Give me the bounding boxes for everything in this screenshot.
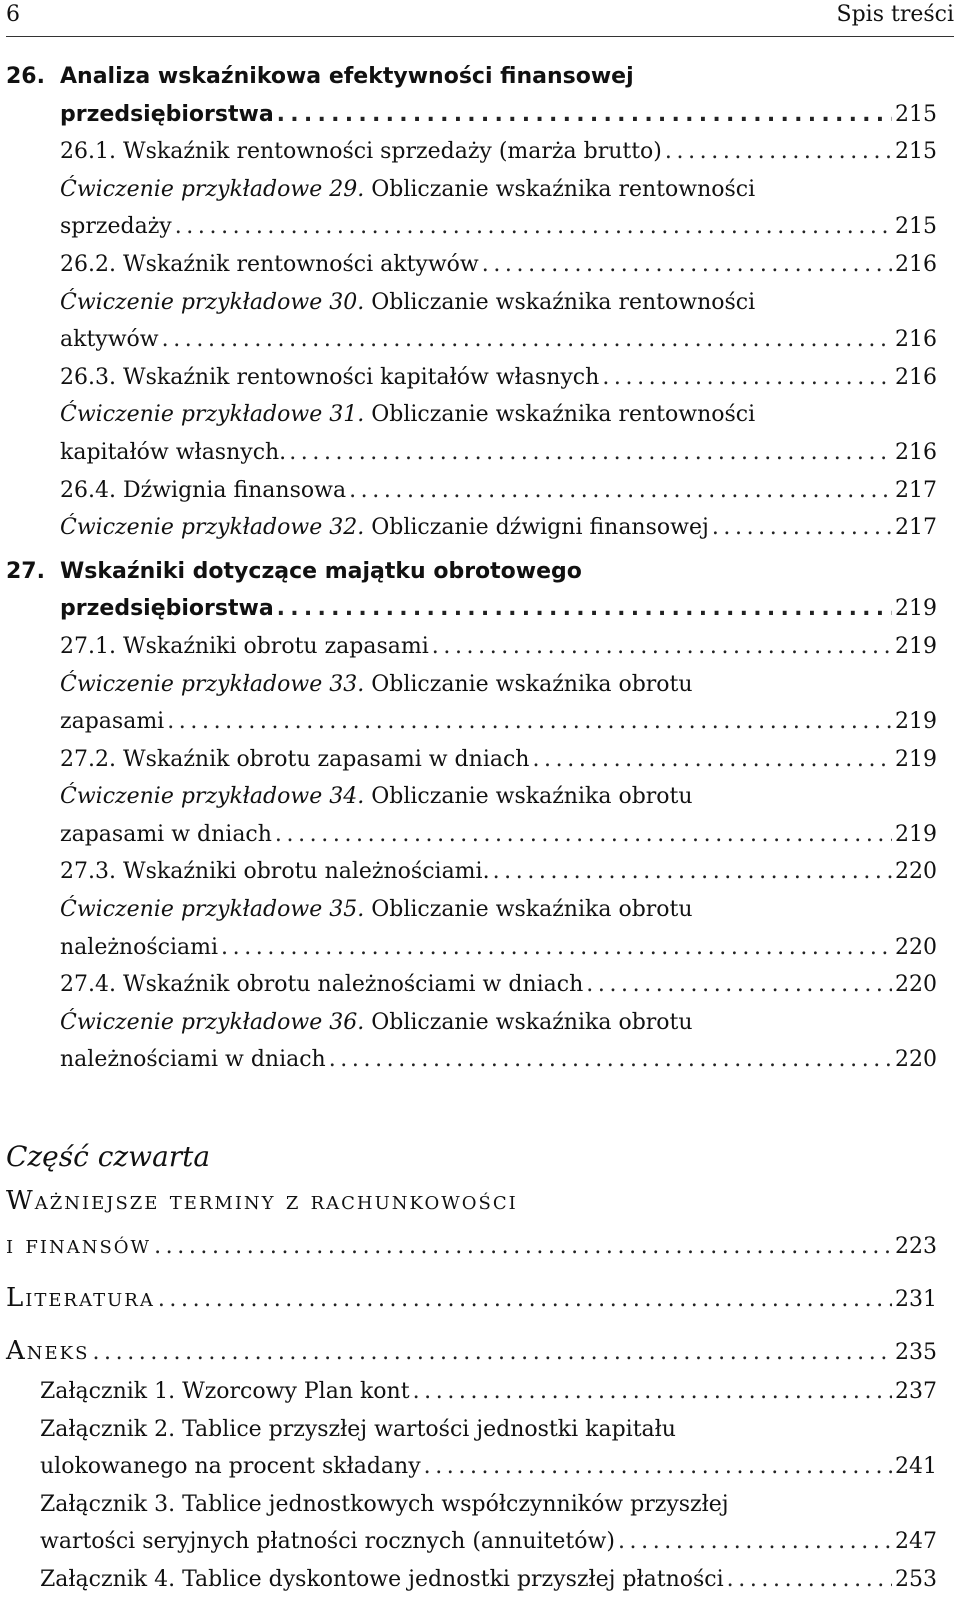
entry-text: 27.1. Wskaźniki obrotu zapasami (60, 633, 429, 659)
page-ref: 219 (895, 746, 937, 772)
page-ref: 223 (895, 1234, 937, 1260)
dot-leader (289, 434, 892, 472)
page-ref: 219 (895, 596, 937, 622)
attachment-text: Załącznik 2. Tablice przyszłej wartości jednostki kapitału (40, 1416, 676, 1442)
dot-leader (329, 1041, 892, 1079)
page-ref: 216 (895, 439, 937, 465)
exercise-label: Ćwiczenie przykładowe 32. (60, 515, 365, 541)
exercise-entry[interactable] (0, 284, 937, 322)
chapter-number: 27. (6, 558, 45, 584)
page-ref: 231 (895, 1287, 937, 1313)
page-ref: 216 (895, 364, 937, 390)
dot-leader (162, 321, 892, 359)
entry-text: 26.1. Wskaźnik rentowności sprzedaży (marża brutto) (60, 139, 662, 165)
page-ref: 215 (895, 139, 937, 165)
exercise-label: Ćwiczenie przykładowe 33. (60, 671, 365, 697)
page-ref: 220 (895, 1047, 937, 1073)
page-ref: 217 (895, 515, 937, 541)
entry-text: 26.3. Wskaźnik rentowności kapitałów własnych (60, 364, 600, 390)
attachment-entry[interactable] (0, 1411, 937, 1449)
toc-entry[interactable] (0, 853, 937, 891)
attachment-text: Załącznik 4. Tablice dyskontowe jednostki przyszłej płatności (40, 1567, 724, 1592)
toc-entry[interactable] (0, 133, 937, 171)
exercise-label: Ćwiczenie przykładowe 31. (60, 402, 365, 428)
header-rule (6, 36, 954, 37)
exercise-entry-cont[interactable] (0, 703, 937, 741)
dot-leader (349, 472, 892, 510)
page-ref: 215 (895, 101, 937, 127)
exercise-text: Obliczanie wskaźnika obrotu (364, 671, 693, 697)
page-ref: 216 (895, 327, 937, 353)
literature-title: Literatura (6, 1283, 155, 1314)
page-ref: 241 (895, 1454, 937, 1480)
exercise-text: Obliczanie dźwigni finansowej (364, 515, 709, 541)
page-ref: 247 (895, 1529, 937, 1555)
terms-heading[interactable] (0, 1179, 937, 1223)
dot-leader (532, 741, 892, 779)
page-ref: 253 (895, 1567, 937, 1592)
page-number: 6 (6, 2, 20, 27)
exercise-text: Obliczanie wskaźnika obrotu (364, 1009, 693, 1035)
dot-leader (602, 359, 892, 397)
entry-text: 26.2. Wskaźnik rentowności aktywów (60, 251, 479, 277)
toc-entry[interactable] (0, 741, 937, 779)
exercise-text-cont: kapitałów własnych. (60, 439, 287, 465)
exercise-text: Obliczanie wskaźnika obrotu (364, 897, 693, 923)
toc-entry[interactable] (0, 966, 937, 1004)
page-ref: 215 (895, 214, 937, 240)
chapter-title: Analiza wskaźnikowa efektywności finansowej (60, 64, 634, 89)
page-ref: 216 (895, 251, 937, 277)
exercise-entry[interactable] (0, 1004, 937, 1042)
chapter-heading[interactable] (0, 553, 937, 591)
page-ref: 220 (895, 934, 937, 960)
dot-leader (727, 1561, 892, 1599)
dot-leader (586, 966, 892, 1004)
entry-text: 27.2. Wskaźnik obrotu zapasami w dniach (60, 746, 530, 772)
attachment-text-cont: wartości seryjnych płatności rocznych (annuitetów) (40, 1529, 615, 1555)
entry-text: 27.4. Wskaźnik obrotu należnościami w dniach (60, 972, 584, 998)
annex-title: Aneks (6, 1336, 90, 1367)
page-ref: 217 (895, 477, 937, 503)
toc-entry[interactable] (0, 628, 937, 666)
exercise-text: Obliczanie wskaźnika rentowności (364, 176, 756, 202)
attachment-text: Załącznik 3. Tablice jednostkowych współczynników przyszłej (40, 1491, 729, 1517)
dot-leader (277, 96, 892, 134)
exercise-text-cont: zapasami w dniach (60, 821, 272, 847)
chapter-heading-cont[interactable] (0, 96, 937, 134)
dot-leader (432, 628, 892, 666)
exercise-text: Obliczanie wskaźnika obrotu (364, 784, 693, 810)
exercise-entry-cont[interactable] (0, 929, 937, 967)
dot-leader (413, 1373, 892, 1411)
attachment-entry[interactable] (0, 1486, 937, 1524)
dot-leader (424, 1448, 892, 1486)
table-of-contents (0, 58, 960, 1599)
exercise-entry[interactable] (0, 171, 937, 209)
exercise-label: Ćwiczenie przykładowe 30. (60, 289, 365, 315)
toc-entry[interactable] (0, 246, 937, 284)
exercise-text-cont: aktywów (60, 327, 159, 353)
dot-leader (482, 246, 892, 284)
page-ref: 235 (895, 1340, 937, 1366)
chapter-heading[interactable] (0, 58, 937, 96)
chapter-title: Wskaźniki dotyczące majątku obrotowego (60, 558, 582, 584)
page-ref: 237 (895, 1379, 937, 1405)
attachment-entry-cont[interactable] (0, 1448, 937, 1486)
attachment-text-cont: ulokowanego na procent składany (40, 1454, 421, 1480)
exercise-label: Ćwiczenie przykładowe 36. (60, 1009, 365, 1035)
exercise-entry-cont[interactable] (0, 321, 937, 359)
running-title: Spis treści (836, 2, 954, 27)
dot-leader (167, 703, 892, 741)
dot-leader (618, 1523, 892, 1561)
spacer (0, 1079, 960, 1135)
attachment-text: Załącznik 1. Wzorcowy Plan kont (40, 1379, 410, 1405)
annex-entry[interactable] (0, 1329, 937, 1373)
terms-title-cont: i finansów (6, 1230, 152, 1261)
dot-leader (275, 816, 892, 854)
entry-text: 26.4. Dźwignia finansowa (60, 477, 347, 503)
dot-leader (221, 929, 892, 967)
literature-entry[interactable] (0, 1276, 937, 1320)
exercise-entry[interactable] (0, 666, 937, 704)
dot-leader (665, 133, 892, 171)
exercise-entry-cont[interactable] (0, 1041, 937, 1079)
dot-leader (154, 1225, 892, 1269)
exercise-text-cont: sprzedaży (60, 214, 172, 240)
exercise-label: Ćwiczenie przykładowe 35. (60, 897, 365, 923)
dot-leader (92, 1331, 892, 1375)
page-ref: 220 (895, 972, 937, 998)
exercise-text-cont: należnościami (60, 934, 219, 960)
attachment-entry[interactable] (0, 1373, 937, 1411)
exercise-entry[interactable] (0, 396, 937, 434)
terms-title: Ważniejsze terminy z rachunkowości (6, 1186, 518, 1217)
page-ref: 220 (895, 859, 937, 885)
chapter-title-cont: przedsiębiorstwa (60, 596, 274, 622)
exercise-entry-cont[interactable] (0, 208, 937, 246)
exercise-label: Ćwiczenie przykładowe 34. (60, 784, 365, 810)
dot-leader (175, 208, 892, 246)
toc-entry[interactable] (0, 472, 937, 510)
exercise-entry[interactable] (0, 778, 937, 816)
exercise-entry[interactable] (0, 891, 937, 929)
exercise-entry[interactable] (0, 509, 937, 547)
dot-leader (493, 853, 892, 891)
part-label: Część czwarta (6, 1140, 211, 1174)
toc-entry[interactable] (0, 359, 937, 397)
exercise-text-cont: należnościami w dniach (60, 1047, 326, 1073)
chapter-title-cont: przedsiębiorstwa (60, 101, 274, 127)
exercise-label: Ćwiczenie przykładowe 29. (60, 176, 365, 202)
page-ref: 219 (895, 633, 937, 659)
dot-leader (712, 509, 892, 547)
attachment-entry[interactable] (0, 1561, 937, 1599)
chapter-number: 26. (6, 64, 45, 89)
dot-leader (158, 1278, 892, 1322)
terms-heading-cont[interactable] (0, 1223, 937, 1267)
exercise-text: Obliczanie wskaźnika rentowności (364, 289, 756, 315)
page-header (6, 0, 954, 36)
exercise-entry-cont[interactable] (0, 816, 937, 854)
dot-leader (277, 590, 892, 628)
attachment-entry-cont[interactable] (0, 1523, 937, 1561)
entry-text: 27.3. Wskaźniki obrotu należnościami. (60, 859, 490, 885)
page-ref: 219 (895, 709, 937, 735)
exercise-text-cont: zapasami (60, 709, 165, 735)
chapter-heading-cont[interactable] (0, 590, 937, 628)
exercise-text: Obliczanie wskaźnika rentowności (364, 402, 756, 428)
exercise-entry-cont[interactable] (0, 434, 937, 472)
page-ref: 219 (895, 821, 937, 847)
